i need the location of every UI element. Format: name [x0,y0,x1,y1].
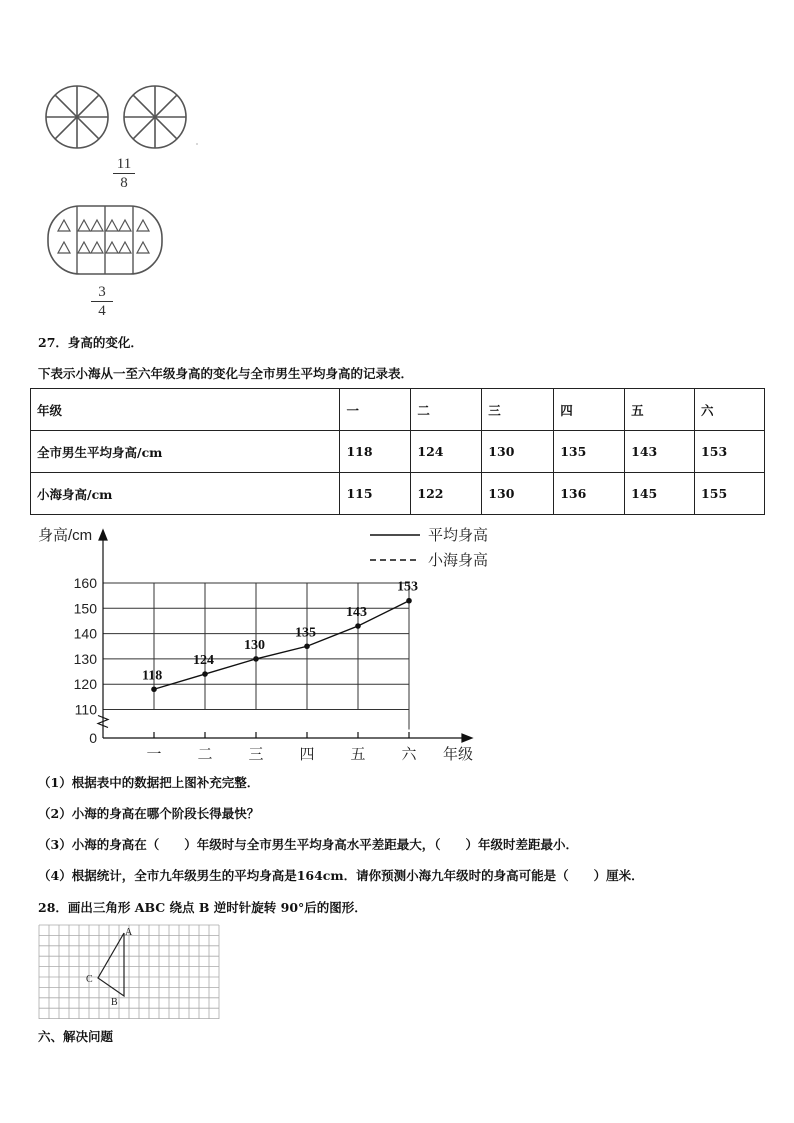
table-cell: 六 [695,389,765,431]
table-cell: 122 [411,473,482,515]
table-cell: 三 [482,389,554,431]
axis-break-mark [98,716,108,728]
table-row [31,431,765,473]
data-label: 118 [142,668,163,684]
table-cell: 155 [695,473,765,515]
triangles-figure [46,204,166,278]
table-cell: 五 [625,389,695,431]
x-tick-label: 四 [299,746,315,763]
y-tick-label: 160 [73,575,97,591]
data-label: 130 [244,637,265,653]
y-tick-label: 150 [73,600,97,617]
label-b: B [111,997,118,1008]
triangle-abc [98,933,124,996]
x-tick-label: 五 [350,746,366,763]
table-cell: 136 [554,473,625,515]
y-tick-label: 0 [89,730,97,746]
data-point [406,598,412,604]
x-axis-label: 年级 [443,746,474,763]
table-cell: 130 [482,431,554,473]
table-cell: 145 [625,473,695,515]
data-point [304,643,310,649]
data-point [355,623,361,629]
data-label: 143 [346,605,367,621]
table-cell: 130 [482,473,554,515]
table-cell: 小海身高/cm [31,473,340,515]
label-a: A [125,927,133,938]
x-tick-label: 三 [248,746,264,763]
y-tick-label: 140 [73,625,97,642]
data-label: 135 [295,625,316,641]
x-axis-arrow [462,734,472,742]
circles-figure [42,82,202,152]
table-cell: 115 [340,473,411,515]
y-axis-label: 身高/cm [38,527,93,544]
q28-title: 28．画出三角形 ABC 绕点 B 逆时针旋转 90°后的图形． [38,900,367,915]
table-cell: 143 [625,431,695,473]
q27-intro: 下表示小海从一至六年级身高的变化与全市男生平均身高的记录表． [38,366,414,381]
height-line-chart [30,520,500,770]
legend-label-xiaohai: 小海身高 [428,552,489,569]
x-tick-label: 一 [146,746,162,763]
q27-sub4: （4）根据统计，全市九年级男生的平均身高是164cm．请你预测小海九年级时的身高可能是（ ）厘米． [38,868,644,883]
data-label: 153 [397,579,418,595]
table-row [31,473,765,515]
table-cell: 135 [554,431,625,473]
y-tick-label: 110 [74,701,97,718]
q27-sub3: （3）小海的身高在（ ）年级时与全市男生平均身高水平差距最大，（ ）年级时差距最小． [38,837,578,852]
label-c: C [86,974,93,985]
table-header-row [31,389,765,431]
table-cell: 118 [340,431,411,473]
table-cell: 二 [411,389,482,431]
fraction-3-4: 3 4 [91,284,113,319]
x-tick-label: 六 [401,746,417,763]
table-cell: 全市男生平均身高/cm [31,431,340,473]
data-point [253,656,259,662]
table-cell: 153 [695,431,765,473]
data-label: 124 [193,653,214,669]
table-cell: 124 [411,431,482,473]
table-cell: 年级 [31,389,340,431]
q27-sub2: （2）小海的身高在哪个阶段长得最快？ [38,806,260,821]
y-tick-label: 130 [73,650,97,667]
q27-title: 27．身高的变化． [38,335,143,350]
y-axis-arrow [99,530,107,540]
data-point [202,671,208,677]
q27-sub1: （1）根据表中的数据把上图补充完整． [38,775,260,790]
legend-label-average: 平均身高 [428,527,489,544]
fraction-11-8: 11 8 [113,156,135,191]
series-line-average [154,601,409,690]
section-six-title: 六、解决问题 [38,1029,114,1044]
table-cell: 一 [340,389,411,431]
rotation-grid [38,924,220,1024]
data-point [151,686,157,692]
table-cell: 四 [554,389,625,431]
height-record-table [30,388,765,515]
y-tick-label: 120 [73,676,97,693]
x-tick-label: 二 [197,746,213,763]
